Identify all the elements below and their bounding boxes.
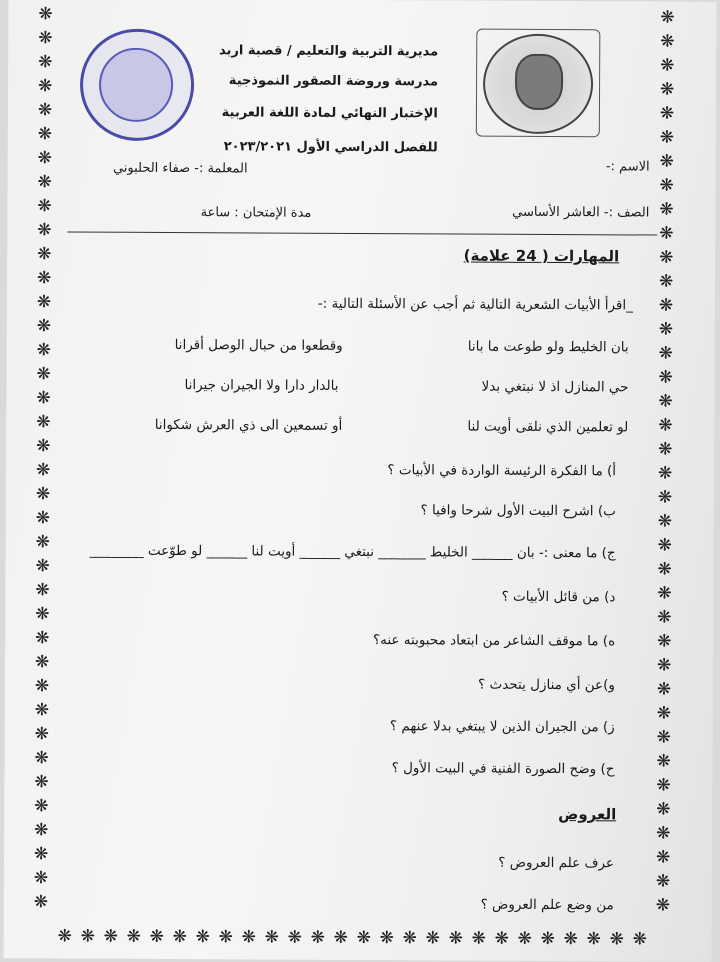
border-star-icon: ❋	[80, 926, 95, 947]
prosody-question-2: من وضع علم العروض ؟	[480, 896, 614, 914]
question-c-meanings: ج) ما معنى :- بان ______ الخليط _______ نبتغي ______ أويت لنا ______ لو طوّعت ________	[89, 542, 616, 562]
border-star-icon: ❋	[37, 196, 52, 217]
border-star-icon: ❋	[149, 926, 164, 947]
question-w: و)عن أي منازل يتحدث ؟	[478, 676, 615, 694]
exam-title-line: الإختبار النهائي لمادة اللغة العربية	[221, 105, 438, 122]
question-z: ز) من الجيران الذين لا يبتغي بدلا عنهم ؟	[389, 718, 615, 736]
grade-label: الصف :- العاشر الأساسي	[512, 204, 650, 221]
question-ha: ح) وضح الصورة الفنية في البيت الأول ؟	[391, 760, 615, 778]
border-star-icon: ❋	[657, 487, 673, 508]
border-star-icon: ❋	[37, 244, 52, 265]
question-d: د) من قائل الأبيات ؟	[501, 588, 616, 606]
border-star-icon: ❋	[658, 415, 673, 436]
border-star-icon: ❋	[656, 775, 671, 796]
border-star-icon: ❋	[218, 927, 233, 948]
school-stamp	[80, 29, 195, 142]
border-star-icon: ❋	[36, 364, 51, 385]
border-star-icon: ❋	[33, 844, 49, 865]
border-star-icon: ❋	[38, 28, 53, 49]
border-star-icon: ❋	[172, 927, 187, 948]
border-star-icon: ❋	[659, 151, 674, 172]
question-h: ه) ما موقف الشاعر من ابتعاد محبوبته عنه؟	[372, 632, 616, 650]
border-star-icon: ❋	[38, 52, 53, 73]
border-star-icon: ❋	[36, 316, 52, 337]
border-star-icon: ❋	[655, 871, 671, 892]
border-star-icon: ❋	[37, 124, 53, 145]
border-star-icon: ❋	[657, 463, 673, 484]
border-star-icon: ❋	[57, 926, 72, 947]
question-b: ب) اشرح البيت الأول شرحا وافيا ؟	[420, 502, 616, 520]
border-star-icon: ❋	[660, 7, 675, 28]
border-star-icon: ❋	[655, 895, 671, 916]
border-star-icon: ❋	[658, 439, 673, 460]
border-star-icon: ❋	[35, 508, 51, 529]
border-star-icon: ❋	[34, 772, 49, 793]
border-star-icon: ❋	[287, 927, 302, 948]
border-star-icon: ❋	[659, 199, 674, 220]
question-a: أ) ما الفكرة الرئيسة الواردة في الأبيات ؟	[387, 462, 617, 480]
verse-1-first-half: بان الخليط ولو طوعت ما بانا	[467, 338, 629, 356]
border-star-icon: ❋	[659, 247, 674, 268]
border-star-icon: ❋	[36, 388, 51, 409]
verse-3-first-half: لو تعلمين الذي نلقى أويت لنا	[467, 418, 629, 436]
border-star-icon: ❋	[35, 556, 50, 577]
border-star-icon: ❋	[37, 148, 52, 169]
border-star-icon: ❋	[33, 868, 49, 889]
header-divider	[67, 231, 657, 235]
border-star-icon: ❋	[658, 343, 673, 364]
border-star-icon: ❋	[34, 820, 49, 841]
border-star-icon: ❋	[659, 175, 674, 196]
name-label: الاسم :-	[605, 159, 650, 175]
border-star-icon: ❋	[37, 100, 53, 121]
border-star-icon: ❋	[34, 700, 50, 721]
border-star-icon: ❋	[656, 751, 671, 772]
crown-emblem-icon	[515, 54, 563, 110]
border-star-icon: ❋	[35, 580, 50, 601]
border-star-icon: ❋	[35, 460, 51, 481]
border-star-icon: ❋	[632, 929, 647, 950]
border-star-icon: ❋	[448, 928, 463, 949]
border-star-icon: ❋	[586, 929, 601, 950]
border-star-icon: ❋	[657, 631, 672, 652]
border-star-icon: ❋	[563, 929, 578, 950]
border-star-icon: ❋	[658, 295, 674, 316]
directorate-line: مديرية التربية والتعليم / قصبة اربد	[219, 43, 439, 60]
border-star-icon: ❋	[34, 724, 49, 745]
border-star-icon: ❋	[264, 927, 279, 948]
border-star-icon: ❋	[356, 927, 371, 949]
teacher-name: المعلمة :- صفاء الحلبوني	[112, 160, 248, 177]
border-star-icon: ❋	[658, 391, 673, 412]
border-star-icon: ❋	[656, 703, 672, 724]
border-star-icon: ❋	[659, 127, 675, 148]
border-star-icon: ❋	[37, 220, 52, 241]
border-star-icon: ❋	[658, 319, 674, 340]
border-star-icon: ❋	[38, 4, 53, 25]
border-star-icon: ❋	[656, 679, 672, 700]
border-star-icon: ❋	[33, 892, 49, 913]
border-star-icon: ❋	[658, 367, 673, 388]
border-star-icon: ❋	[655, 847, 671, 868]
border-star-icon: ❋	[310, 927, 325, 948]
verse-3-second-half: أو تسمعين الى ذي العرش شكوانا	[154, 416, 343, 434]
prosody-question-1: عرف علم العروض ؟	[498, 854, 615, 872]
border-star-icon: ❋	[35, 628, 50, 649]
border-star-icon: ❋	[37, 172, 52, 193]
school-name-line: مدرسة وروضة الصقور النموذجية	[228, 73, 439, 90]
border-star-icon: ❋	[609, 929, 624, 950]
border-star-icon: ❋	[402, 928, 417, 949]
prosody-section-title: العروض	[558, 805, 617, 824]
border-star-icon: ❋	[103, 926, 118, 947]
border-star-icon: ❋	[379, 928, 394, 949]
border-star-icon: ❋	[657, 559, 672, 580]
border-star-icon: ❋	[657, 583, 672, 604]
border-star-icon: ❋	[333, 927, 348, 948]
ministry-seal	[476, 29, 601, 138]
border-star-icon: ❋	[36, 340, 51, 361]
border-star-icon: ❋	[36, 412, 51, 433]
exam-paper	[3, 0, 716, 962]
border-star-icon: ❋	[657, 607, 672, 628]
border-star-icon: ❋	[241, 927, 256, 948]
border-star-icon: ❋	[425, 928, 440, 949]
border-star-icon: ❋	[35, 604, 50, 625]
border-star-icon: ❋	[660, 31, 675, 52]
border-star-icon: ❋	[34, 748, 49, 769]
border-star-icon: ❋	[656, 823, 671, 844]
border-star-icon: ❋	[656, 727, 671, 748]
border-star-icon: ❋	[657, 511, 673, 532]
skills-section-title: المهارات ( 24 علامة)	[463, 246, 620, 266]
border-star-icon: ❋	[34, 676, 50, 697]
stamp-emblem-icon	[99, 48, 173, 122]
border-star-icon: ❋	[36, 436, 51, 457]
verse-1-second-half: وقطعوا من حبال الوصل أقرانا	[174, 337, 343, 354]
border-star-icon: ❋	[35, 484, 51, 505]
border-star-icon: ❋	[659, 103, 675, 124]
border-star-icon: ❋	[35, 532, 50, 553]
border-star-icon: ❋	[36, 292, 52, 313]
border-star-icon: ❋	[494, 928, 509, 949]
exam-duration: مدة الإمتحان : ساعة	[200, 205, 312, 221]
border-star-icon: ❋	[659, 223, 674, 244]
border-star-icon: ❋	[659, 79, 675, 100]
border-star-icon: ❋	[517, 928, 532, 949]
verse-2-second-half: بالدار دارا ولا الجيران جيرانا	[184, 377, 339, 394]
border-star-icon: ❋	[34, 652, 50, 673]
border-star-icon: ❋	[38, 76, 53, 97]
border-star-icon: ❋	[126, 926, 141, 947]
border-star-icon: ❋	[656, 655, 672, 676]
border-star-icon: ❋	[657, 535, 672, 556]
instruction-text: _اقرأ الأبيات الشعرية التالية ثم أجب عن الأسئلة التالية :-	[317, 295, 633, 314]
border-star-icon: ❋	[658, 271, 674, 292]
border-star-icon: ❋	[36, 268, 52, 289]
border-star-icon: ❋	[660, 55, 675, 76]
border-star-icon: ❋	[471, 928, 486, 949]
verse-2-first-half: حي المنازل اذ لا نبتغي بدلا	[481, 378, 629, 396]
border-star-icon: ❋	[195, 927, 210, 948]
border-star-icon: ❋	[34, 796, 49, 817]
border-star-icon: ❋	[656, 799, 671, 820]
border-star-icon: ❋	[540, 928, 555, 950]
semester-line: للفصل الدراسي الأول ٢٠٢٣/٢٠٢١	[223, 139, 438, 156]
